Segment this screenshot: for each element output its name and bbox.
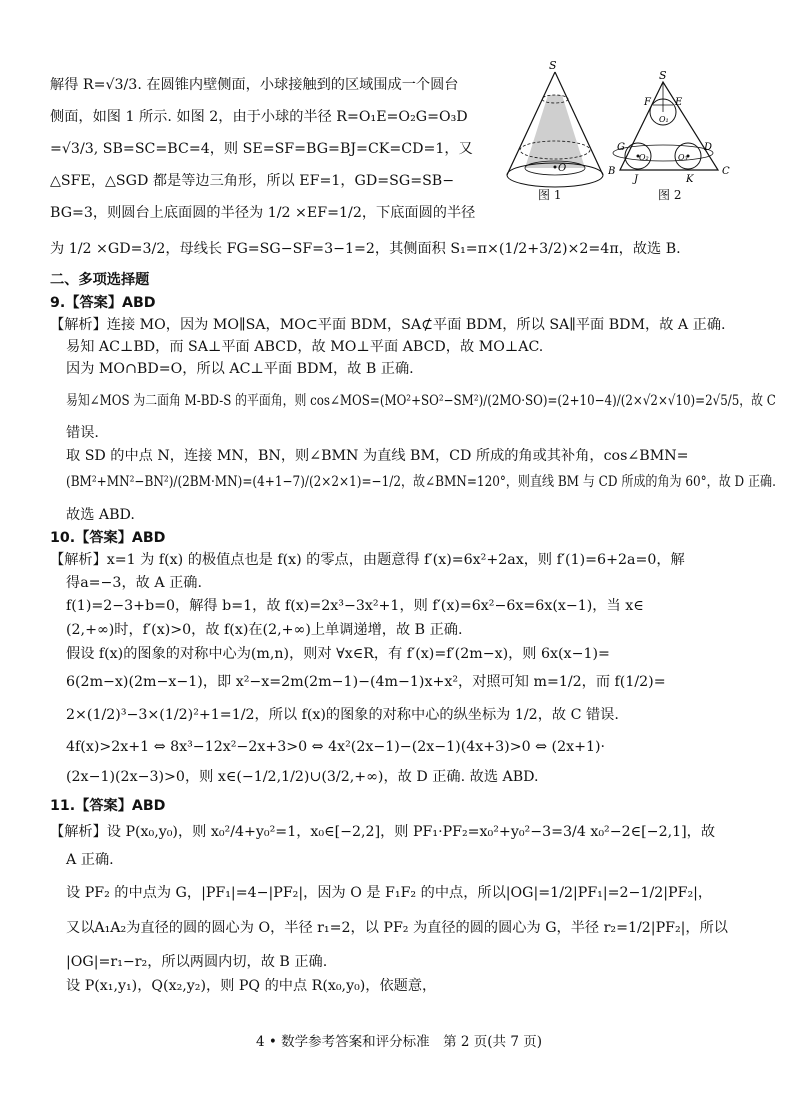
text-line: △SFE，△SGD 都是等边三角形，所以 EF=1，GD=SG=SB− [50,173,455,189]
answer-10: 10.【答案】ABD [50,530,166,546]
text-line: 【解析】x=1 为 f(x) 的极值点也是 f(x) 的零点，由题意得 f′(x)=6x²+2ax，则 f′(1)=6+2a=0，解 [50,552,685,568]
text-line: 6(2m−x)(2m−x−1)，即 x²−x=2m(2m−1)−(4m−1)x+x²，对照可知 m=1/2，而 f(1/2)= [66,674,666,690]
text-line: 侧面，如图 1 所示. 如图 2，由于小球的半径 R=O₁E=O₂G=O₃D [50,109,468,125]
text-line: 【解析】连接 MO，因为 MO∥SA，MO⊂平面 BDM，SA⊄平面 BDM，所以 SA∥平面 BDM，故 A 正确. [50,317,726,333]
figure-2-caption: 图 2 [658,188,682,202]
text-line: 解得 R=√3/3. 在圆锥内壁侧面，小球接触到的区域围成一个圆台 [50,77,459,93]
text-line: 4f(x)>2x+1 ⇔ 8x³−12x²−2x+3>0 ⇔ 4x²(2x−1)−(2x−1)(4x+3)>0 ⇔ (2x+1)· [66,739,606,755]
text-line: f(1)=2−3+b=0，解得 b=1，故 f(x)=2x³−3x²+1，则 f′(x)=6x²−6x=6x(x−1)，当 x∈ [66,598,644,614]
fig2-label-e: E [675,97,683,108]
text-line: 又以A₁A₂为直径的圆的圆心为 O，半径 r₁=2，以 PF₂ 为直径的圆的圆心为 G，半径 r₂=1/2|PF₂|，所以 [66,920,728,936]
text-line: 易知∠MOS 为二面角 M-BD-S 的平面角，则 cos∠MOS=(MO²+SO²−SM²)/(2MO·SO)=(2+10−4)/(2×√2×√10)=2√5/5，故 C [66,393,776,409]
text-line: 2×(1/2)³−3×(1/2)²+1=1/2，所以 f(x)的图象的对称中心的纵坐标为 1/2，故 C 错误. [66,707,619,723]
fig2-label-k: K [686,174,694,185]
fig2-label-j: J [634,174,639,185]
figure-1-cone [500,60,610,205]
fig2-label-g: G [617,142,625,153]
text-line: 故选 ABD. [66,507,135,523]
text-line: 取 SD 的中点 N，连接 MN，BN，则∠BMN 为直线 BM，CD 所成的角或其补角，cos∠BMN= [66,448,689,464]
fig1-label-apex: S [549,60,557,72]
fig2-label-d: D [704,142,713,153]
text-line: 易知 AC⊥BD，而 SA⊥平面 ABCD，故 MO⊥平面 ABCD，故 MO⊥AC. [66,339,544,355]
fig2-label-s: S [659,70,667,82]
figure-1-caption: 图 1 [538,188,562,202]
answer-11: 11.【答案】ABD [50,798,166,814]
fig2-label-b: B [608,166,616,177]
fig2-label-o2: O₂ [639,153,649,162]
text-line: 设 P(x₁,y₁)，Q(x₂,y₂)，则 PQ 的中点 R(x₀,y₀)，依题意， [66,978,437,994]
fig2-label-o1: O₁ [659,115,669,124]
text-line: 设 PF₂ 的中点为 G，|PF₁|=4−|PF₂|，因为 O 是 F₁F₂ 的中点，所以|OG|=1/2|PF₁|=2−1/2|PF₂|， [66,885,713,901]
text-line: 假设 f(x)的图象的对称中心为(m,n)，则对 ∀x∈R，有 f′(x)=f′(2m−x)，则 6x(x−1)= [66,646,610,662]
text-line: 因为 MO∩BD=O，所以 AC⊥平面 BDM，故 B 正确. [66,361,414,377]
fig1-label-center: O [558,163,567,174]
text-line: BG=3，则圆台上底面圆的半径为 1/2 ×EF=1/2，下底面圆的半径 [50,205,476,221]
text-line: (2,+∞)时，f′(x)>0，故 f(x)在(2,+∞)上单调递增，故 B 正确. [66,622,463,638]
fig2-label-c: C [722,166,730,177]
text-line: =√3/3, SB=SC=BC=4，则 SE=SF=BG=BJ=CK=CD=1，又 [50,141,473,157]
fig2-label-f: F [644,97,651,108]
section-heading: 二、多项选择题 [50,272,150,288]
page-footer: 4 • 数学参考答案和评分标准 第 2 页(共 7 页) [255,1034,542,1050]
answer-9: 9.【答案】ABD [50,295,156,311]
text-line: 为 1/2 ×GD=3/2，母线长 FG=SG−SF=3−1=2，其侧面积 S₁=π×(1/2+3/2)×2=4π，故选 B. [50,241,681,257]
text-line: 错误. [66,425,99,441]
figure-2-triangle [608,70,738,195]
figures-area [500,60,740,210]
text-line: 得a=−3，故 A 正确. [66,575,202,591]
text-line: (BM²+MN²−BN²)/(2BM·MN)=(4+1−7)/(2×2×1)=−1/2，故∠BMN=120°，则直线 BM 与 CD 所成的角为 60°，故 D 正确. [66,474,776,490]
text-line: 【解析】设 P(x₀,y₀)，则 x₀²/4+y₀²=1，x₀∈[−2,2]，则 PF₁·PF₂=x₀²+y₀²−3=3/4 x₀²−2∈[−2,1]，故 [50,824,716,840]
text-line: |OG|=r₁−r₂，所以两圆内切，故 B 正确. [66,954,328,970]
fig2-label-o3: O₃ [678,153,688,162]
text-line: A 正确. [66,852,114,868]
text-line: (2x−1)(2x−3)>0，则 x∈(−1/2,1/2)∪(3/2,+∞)，故 D 正确. 故选 ABD. [66,769,539,785]
